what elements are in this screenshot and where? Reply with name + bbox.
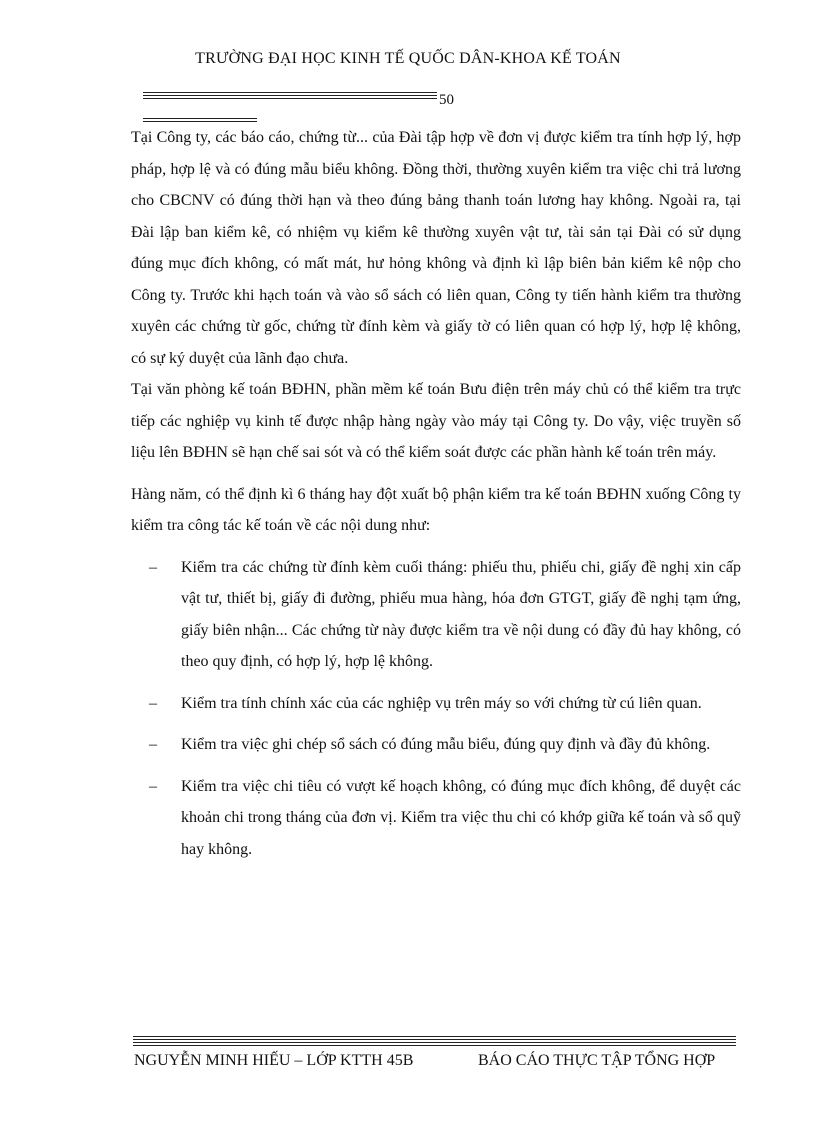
list-item-text: Kiểm tra việc ghi chép sổ sách có đúng mẫu biểu, đúng quy định và đầy đủ không. <box>181 736 711 753</box>
checklist <box>131 552 741 866</box>
list-item <box>131 771 741 866</box>
document-body <box>131 122 741 875</box>
list-item <box>131 688 741 720</box>
paragraph-2: Tại văn phòng kế toán BĐHN, phần mềm kế toán Bưu điện trên máy chủ có thể kiểm tra trực tiếp các nghiệp vụ kinh tế được nhập hàng ngày vào máy tại Công ty. Do vậy, việc truyền số liệu lên BĐHN sẽ hạn chế sai sót và có thể kiểm soát được các phần hành kế toán trên máy. <box>131 381 741 461</box>
footer-author: NGUYỄN MINH HIẾU – LỚP KTTH 45B <box>134 1052 414 1069</box>
page-header-title: TRƯỜNG ĐẠI HỌC KINH TẾ QUỐC DÂN-KHOA KẾ TOÁN <box>195 50 621 67</box>
list-item <box>131 729 741 761</box>
list-item-text: Kiểm tra việc chi tiêu có vượt kế hoạch không, có đúng mục đích không, để duyệt các khoản chi trong tháng của đơn vị. Kiểm tra việc thu chi có khớp giữa kế toán và sổ quỹ hay không. <box>181 777 741 858</box>
footer-report-title: BÁO CÁO THỰC TẬP TỔNG HỢP <box>478 1052 716 1069</box>
bullet-dash: – <box>149 694 157 712</box>
bullet-dash: – <box>149 777 157 795</box>
paragraph-3: Hàng năm, có thể định kì 6 tháng hay đột xuất bộ phận kiểm tra kế toán BĐHN xuống Công ty kiểm tra công tác kế toán về các nội dung như: <box>131 485 741 534</box>
bullet-dash: – <box>149 558 157 576</box>
list-item <box>131 552 741 678</box>
list-item-text: Kiểm tra các chứng từ đính kèm cuối tháng: phiếu thu, phiếu chi, giấy đề nghị xin cấp vật tư, thiết bị, giấy đi đường, phiếu mua hàng, hóa đơn GTGT, giấy đề nghị tạm ứng, giấy biên nhận... Các chứng từ này được kiểm tra về nội dung có đầy đủ hay không, có theo quy định, có hợp lý, hợp lệ không. <box>181 558 741 670</box>
list-item-text: Kiểm tra tính chính xác của các nghiệp vụ trên máy so với chứng từ cú liên quan. <box>181 694 702 712</box>
footer-rule <box>133 1036 736 1048</box>
bullet-dash: – <box>149 736 157 753</box>
page-number: 50 <box>439 92 454 108</box>
header-rule <box>143 92 437 102</box>
paragraph-1: Tại Công ty, các báo cáo, chứng từ... của Đài tập hợp về đơn vị được kiểm tra tính hợp lý, hợp pháp, hợp lệ và có đúng mẫu biểu không. Đồng thời, thường xuyên kiểm tra việc chi trả lương cho CBCNV có đúng thời hạn và theo đúng bảng thanh toán lương hay không. Ngoài ra, tại Đài lập ban kiểm kê, có nhiệm vụ kiểm kê thường xuyên vật tư, tài sản tại Đài có sử dụng đúng mục đích không, có mất mát, hư hỏng không và định kì lập biên bản kiểm kê nộp cho Công ty. Trước khi hạch toán và vào sổ sách có liên quan, Công ty tiến hành kiểm tra thường xuyên các chứng từ gốc, chứng từ đính kèm và giấy tờ có liên quan có hợp lý, hợp lệ không, có sự ký duyệt của lãnh đạo chưa. <box>131 129 741 367</box>
